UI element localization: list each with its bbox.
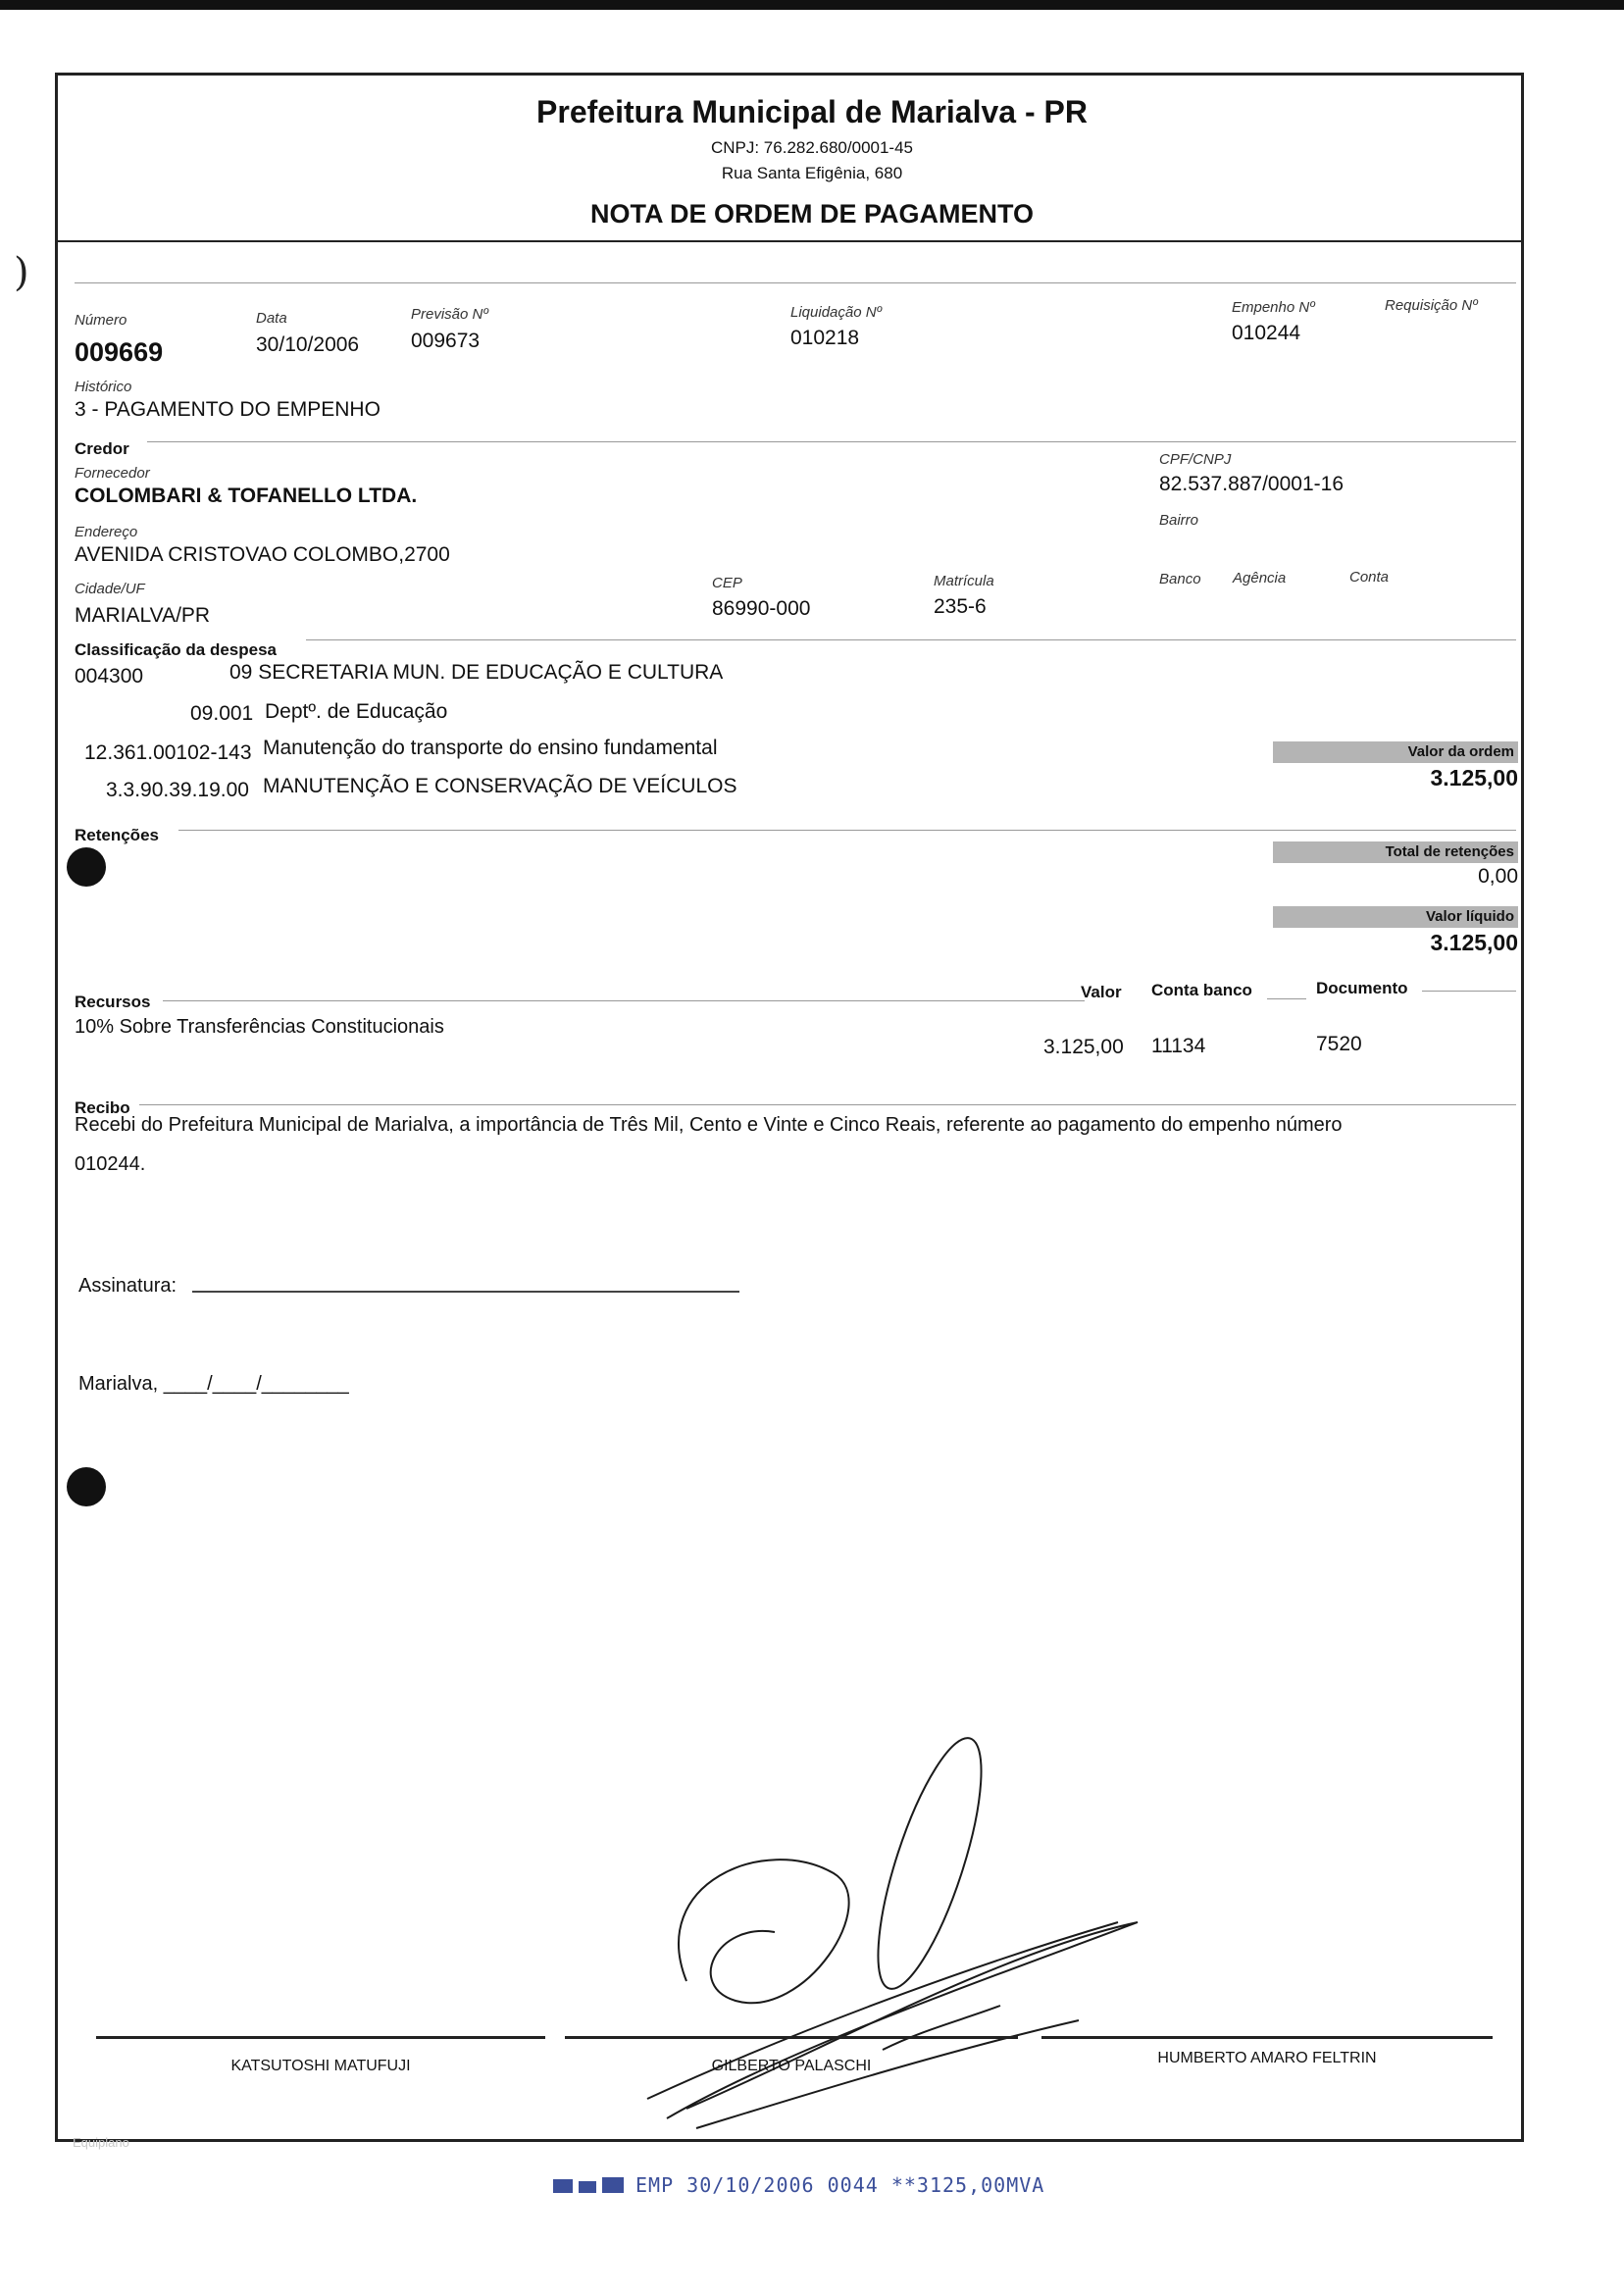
cep-label: CEP: [712, 575, 742, 591]
data-label: Data: [256, 310, 287, 327]
divider: [306, 639, 1516, 640]
footer-faint-text: Equiplano: [73, 2135, 129, 2150]
local-date-label: Marialva, ____/____/________: [78, 1373, 349, 1395]
class-code-2: 09.001: [190, 702, 254, 725]
retencoes-section: Retenções: [75, 826, 159, 844]
class-text-3: Manutenção do transporte do ensino fundamental: [263, 737, 718, 759]
signatory-name: GILBERTO PALASCHI: [711, 2058, 872, 2074]
class-code-3: 12.361.00102-143: [84, 741, 252, 764]
liquidacao-value: 010218: [790, 327, 860, 349]
data-value: 30/10/2006: [256, 333, 360, 356]
payment-stamp-text: EMP 30/10/2006 0044 **3125,00MVA: [635, 2173, 1045, 2197]
credor-section: Credor: [75, 439, 129, 458]
recursos-valor-label: Valor: [1081, 983, 1122, 1001]
divider: [147, 441, 1516, 442]
recursos-descricao: 10% Sobre Transferências Constitucionais: [75, 1016, 444, 1038]
handwritten-signature: [628, 1726, 1157, 2138]
divider: [139, 1104, 1516, 1105]
valor-liquido-value: 3.125,00: [1430, 930, 1518, 955]
matricula-value: 235-6: [934, 595, 987, 618]
signature-line: [1041, 2036, 1493, 2039]
punch-hole: [67, 1467, 106, 1506]
scan-top-edge: [0, 0, 1624, 10]
document-title: NOTA DE ORDEM DE PAGAMENTO: [589, 199, 1034, 229]
classificacao-section: Classificação da despesa: [75, 640, 278, 659]
margin-mark: ): [14, 250, 29, 295]
recursos-conta-label: Conta banco: [1151, 981, 1252, 999]
header-divider: [55, 240, 1524, 242]
agencia-label: Agência: [1233, 570, 1287, 586]
signatory-name: KATSUTOSHI MATUFUJI: [230, 2058, 411, 2074]
class-text-4: MANUTENÇÃO E CONSERVAÇÃO DE VEÍCULOS: [263, 775, 737, 797]
assinatura-label: Assinatura:: [78, 1275, 178, 1297]
recursos-valor: 3.125,00: [1043, 1036, 1124, 1058]
recibo-section: Recibo: [75, 1098, 130, 1117]
recursos-conta: 11134: [1151, 1035, 1206, 1057]
valor-ordem-value: 3.125,00: [1430, 765, 1518, 790]
signatory-name: HUMBERTO AMARO FELTRIN: [1157, 2050, 1377, 2066]
divider: [1422, 991, 1516, 992]
divider: [1267, 998, 1306, 999]
class-text-1: 09 SECRETARIA MUN. DE EDUCAÇÃO E CULTURA: [229, 661, 724, 684]
cep-value: 86990-000: [712, 597, 811, 620]
recursos-documento-label: Documento: [1316, 979, 1408, 997]
class-text-2: Deptº. de Educação: [265, 700, 448, 723]
total-retencoes-label: Total de retenções: [1273, 841, 1518, 863]
valor-ordem-label: Valor da ordem: [1273, 741, 1518, 763]
cpf-label: CPF/CNPJ: [1159, 451, 1232, 468]
divider: [178, 830, 1516, 831]
matricula-label: Matrícula: [934, 573, 994, 589]
assinatura-line: [192, 1291, 739, 1293]
numero-label: Número: [75, 312, 127, 329]
recursos-documento: 7520: [1316, 1033, 1362, 1055]
endereco-label: Endereço: [75, 524, 138, 540]
valor-liquido-label: Valor líquido: [1273, 906, 1518, 928]
fornecedor-value: COLOMBARI & TOFANELLO LTDA.: [75, 484, 418, 507]
class-code-4: 3.3.90.39.19.00: [106, 779, 249, 801]
signature-line: [96, 2036, 545, 2039]
historico-label: Histórico: [75, 379, 132, 395]
previsao-label: Previsão Nº: [411, 306, 488, 323]
page-title: Prefeitura Municipal de Marialva - PR: [536, 94, 1088, 129]
banco-label: Banco: [1159, 571, 1201, 587]
divider: [163, 1000, 1085, 1001]
punch-hole: [67, 847, 106, 887]
historico-value: 3 - PAGAMENTO DO EMPENHO: [75, 398, 381, 421]
stamp-mark: [551, 2175, 628, 2197]
empenho-label: Empenho Nº: [1232, 299, 1315, 316]
recursos-section: Recursos: [75, 993, 151, 1011]
fornecedor-label: Fornecedor: [75, 465, 150, 482]
divider: [75, 282, 1516, 283]
empenho-value: 010244: [1232, 322, 1301, 344]
recibo-text-line-1: Recebi do Prefeitura Municipal de Marialva, a importância de Três Mil, Cento e Vinte e Cinco Reais, referente ao pagamento do empenho número: [75, 1114, 1343, 1136]
class-code-1: 004300: [75, 665, 144, 688]
liquidacao-label: Liquidação Nº: [790, 304, 883, 321]
numero-value: 009669: [75, 337, 164, 367]
recibo-text-line-2: 010244.: [75, 1153, 146, 1175]
conta-label: Conta: [1349, 569, 1390, 586]
cnpj-text: CNPJ: 76.282.680/0001-45: [710, 138, 914, 157]
previsao-value: 009673: [411, 330, 481, 352]
bairro-label: Bairro: [1159, 512, 1199, 529]
endereco-value: AVENIDA CRISTOVAO COLOMBO,2700: [75, 543, 450, 566]
signature-line: [565, 2036, 1018, 2039]
cpf-value: 82.537.887/0001-16: [1159, 473, 1345, 495]
address-text: Rua Santa Efigênia, 680: [721, 164, 903, 182]
requisicao-label: Requisição Nº: [1385, 297, 1478, 314]
cidade-label: Cidade/UF: [75, 581, 145, 597]
total-retencoes-value: 0,00: [1478, 865, 1518, 888]
cidade-value: MARIALVA/PR: [75, 604, 211, 627]
